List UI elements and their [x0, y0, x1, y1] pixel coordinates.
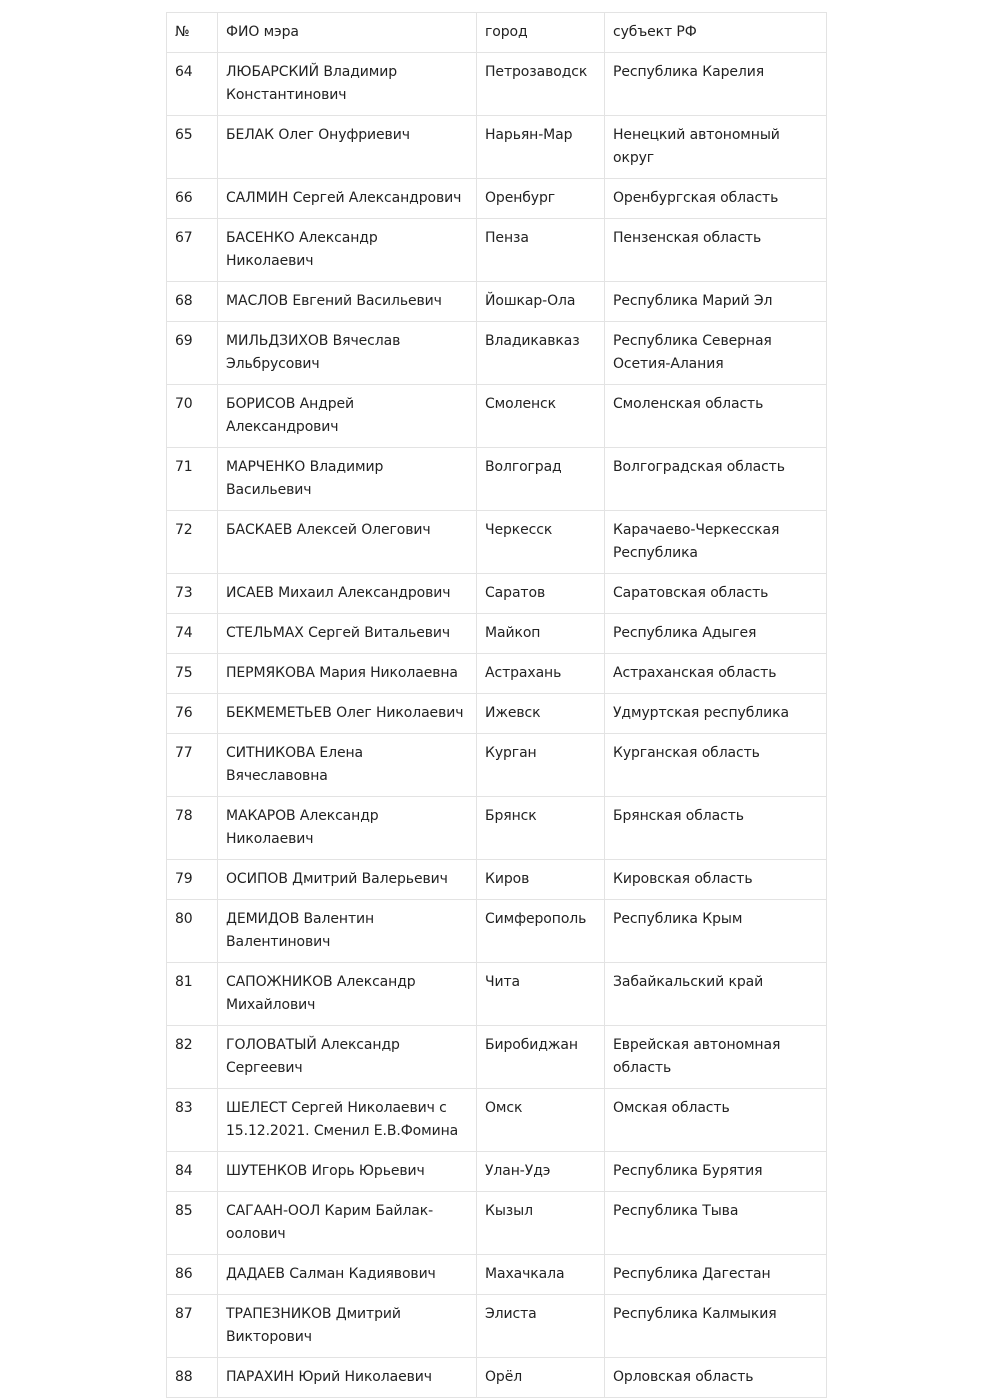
mayor-name-cell: САГААН-ООЛ Карим Байлак-оолович: [218, 1192, 477, 1255]
city-cell: Майкоп: [477, 614, 605, 654]
region-cell: Республика Адыгея: [605, 614, 827, 654]
mayor-name-cell: МАКАРОВ Александр Николаевич: [218, 797, 477, 860]
row-number-cell: 73: [167, 574, 218, 614]
city-cell: Кызыл: [477, 1192, 605, 1255]
region-cell: Республика Тыва: [605, 1192, 827, 1255]
city-cell: Омск: [477, 1089, 605, 1152]
mayor-name-cell: ТРАПЕЗНИКОВ Дмитрий Викторович: [218, 1295, 477, 1358]
region-cell: Республика Карелия: [605, 53, 827, 116]
row-number-cell: 76: [167, 694, 218, 734]
region-cell: Астраханская область: [605, 654, 827, 694]
table-row: [167, 1192, 827, 1255]
row-number-cell: 74: [167, 614, 218, 654]
table-row: [167, 1152, 827, 1192]
table-row: [167, 797, 827, 860]
row-number-cell: 72: [167, 511, 218, 574]
city-cell: Биробиджан: [477, 1026, 605, 1089]
row-number-cell: 69: [167, 322, 218, 385]
mayor-name-cell: МАСЛОВ Евгений Васильевич: [218, 282, 477, 322]
row-number-cell: 75: [167, 654, 218, 694]
city-cell: Киров: [477, 860, 605, 900]
region-cell: Еврейская автономная область: [605, 1026, 827, 1089]
city-cell: Курган: [477, 734, 605, 797]
mayor-name-cell: ПАРАХИН Юрий Николаевич: [218, 1358, 477, 1398]
mayor-name-cell: ДЕМИДОВ Валентин Валентинович: [218, 900, 477, 963]
row-number-cell: 84: [167, 1152, 218, 1192]
region-cell: Республика Бурятия: [605, 1152, 827, 1192]
row-number-cell: 82: [167, 1026, 218, 1089]
region-cell: Забайкальский край: [605, 963, 827, 1026]
mayor-name-cell: ДАДАЕВ Салман Кадиявович: [218, 1255, 477, 1295]
city-cell: Петрозаводск: [477, 53, 605, 116]
table-row: [167, 179, 827, 219]
region-cell: Пензенская область: [605, 219, 827, 282]
table-row: [167, 574, 827, 614]
region-cell: Саратовская область: [605, 574, 827, 614]
table-row: [167, 322, 827, 385]
region-cell: Республика Калмыкия: [605, 1295, 827, 1358]
mayor-name-cell: ШУТЕНКОВ Игорь Юрьевич: [218, 1152, 477, 1192]
table-row: [167, 860, 827, 900]
city-cell: Черкесск: [477, 511, 605, 574]
row-number-cell: 87: [167, 1295, 218, 1358]
city-cell: Владикавказ: [477, 322, 605, 385]
header-city: город: [477, 13, 605, 53]
table-row: [167, 1295, 827, 1358]
table-row: [167, 448, 827, 511]
table-row: [167, 385, 827, 448]
header-number: №: [167, 13, 218, 53]
row-number-cell: 70: [167, 385, 218, 448]
table-body: [167, 53, 827, 1398]
region-cell: Омская область: [605, 1089, 827, 1152]
city-cell: Астрахань: [477, 654, 605, 694]
region-cell: Смоленская область: [605, 385, 827, 448]
mayor-name-cell: СИТНИКОВА Елена Вячеславовна: [218, 734, 477, 797]
table-row: [167, 654, 827, 694]
table-row: [167, 734, 827, 797]
city-cell: Йошкар-Ола: [477, 282, 605, 322]
row-number-cell: 64: [167, 53, 218, 116]
region-cell: Республика Северная Осетия-Алания: [605, 322, 827, 385]
city-cell: Волгоград: [477, 448, 605, 511]
row-number-cell: 77: [167, 734, 218, 797]
row-number-cell: 68: [167, 282, 218, 322]
mayor-name-cell: ИСАЕВ Михаил Александрович: [218, 574, 477, 614]
region-cell: Курганская область: [605, 734, 827, 797]
mayor-name-cell: БАСКАЕВ Алексей Олегович: [218, 511, 477, 574]
row-number-cell: 85: [167, 1192, 218, 1255]
region-cell: Республика Дагестан: [605, 1255, 827, 1295]
region-cell: Орловская область: [605, 1358, 827, 1398]
region-cell: Брянская область: [605, 797, 827, 860]
table-row: [167, 963, 827, 1026]
mayors-table-container: [166, 12, 826, 1398]
table-row: [167, 53, 827, 116]
city-cell: Брянск: [477, 797, 605, 860]
table-row: [167, 900, 827, 963]
city-cell: Улан-Удэ: [477, 1152, 605, 1192]
mayor-name-cell: БЕКМЕМЕТЬЕВ Олег Николаевич: [218, 694, 477, 734]
city-cell: Смоленск: [477, 385, 605, 448]
mayor-name-cell: САЛМИН Сергей Александрович: [218, 179, 477, 219]
row-number-cell: 81: [167, 963, 218, 1026]
table-row: [167, 1026, 827, 1089]
region-cell: Республика Марий Эл: [605, 282, 827, 322]
mayor-name-cell: ЛЮБАРСКИЙ Владимир Константинович: [218, 53, 477, 116]
table-row: [167, 614, 827, 654]
mayor-name-cell: ГОЛОВАТЫЙ Александр Сергеевич: [218, 1026, 477, 1089]
city-cell: Элиста: [477, 1295, 605, 1358]
city-cell: Ижевск: [477, 694, 605, 734]
row-number-cell: 66: [167, 179, 218, 219]
table-row: [167, 282, 827, 322]
mayor-name-cell: БОРИСОВ Андрей Александрович: [218, 385, 477, 448]
mayor-name-cell: ОСИПОВ Дмитрий Валерьевич: [218, 860, 477, 900]
city-cell: Орёл: [477, 1358, 605, 1398]
region-cell: Карачаево-Черкесская Республика: [605, 511, 827, 574]
table-row: [167, 694, 827, 734]
row-number-cell: 71: [167, 448, 218, 511]
row-number-cell: 80: [167, 900, 218, 963]
region-cell: Республика Крым: [605, 900, 827, 963]
table-header-row: [167, 13, 827, 53]
mayor-name-cell: СТЕЛЬМАХ Сергей Витальевич: [218, 614, 477, 654]
city-cell: Махачкала: [477, 1255, 605, 1295]
mayor-name-cell: МАРЧЕНКО Владимир Васильевич: [218, 448, 477, 511]
row-number-cell: 86: [167, 1255, 218, 1295]
city-cell: Оренбург: [477, 179, 605, 219]
city-cell: Саратов: [477, 574, 605, 614]
city-cell: Чита: [477, 963, 605, 1026]
header-region: субъект РФ: [605, 13, 827, 53]
city-cell: Симферополь: [477, 900, 605, 963]
row-number-cell: 67: [167, 219, 218, 282]
table-row: [167, 511, 827, 574]
region-cell: Волгоградская область: [605, 448, 827, 511]
table-row: [167, 116, 827, 179]
table-row: [167, 1089, 827, 1152]
header-mayor-name: ФИО мэра: [218, 13, 477, 53]
mayor-name-cell: ШЕЛЕСТ Сергей Николаевич с 15.12.2021. Сменил Е.В.Фомина: [218, 1089, 477, 1152]
region-cell: Удмуртская республика: [605, 694, 827, 734]
mayor-name-cell: ПЕРМЯКОВА Мария Николаевна: [218, 654, 477, 694]
mayors-table: [166, 12, 827, 1398]
table-row: [167, 1358, 827, 1398]
region-cell: Оренбургская область: [605, 179, 827, 219]
mayor-name-cell: БАСЕНКО Александр Николаевич: [218, 219, 477, 282]
mayor-name-cell: САПОЖНИКОВ Александр Михайлович: [218, 963, 477, 1026]
table-row: [167, 1255, 827, 1295]
row-number-cell: 79: [167, 860, 218, 900]
mayor-name-cell: МИЛЬДЗИХОВ Вячеслав Эльбрусович: [218, 322, 477, 385]
mayor-name-cell: БЕЛАК Олег Онуфриевич: [218, 116, 477, 179]
row-number-cell: 83: [167, 1089, 218, 1152]
row-number-cell: 65: [167, 116, 218, 179]
city-cell: Пенза: [477, 219, 605, 282]
city-cell: Нарьян-Мар: [477, 116, 605, 179]
table-row: [167, 219, 827, 282]
row-number-cell: 78: [167, 797, 218, 860]
row-number-cell: 88: [167, 1358, 218, 1398]
region-cell: Кировская область: [605, 860, 827, 900]
region-cell: Ненецкий автономный округ: [605, 116, 827, 179]
